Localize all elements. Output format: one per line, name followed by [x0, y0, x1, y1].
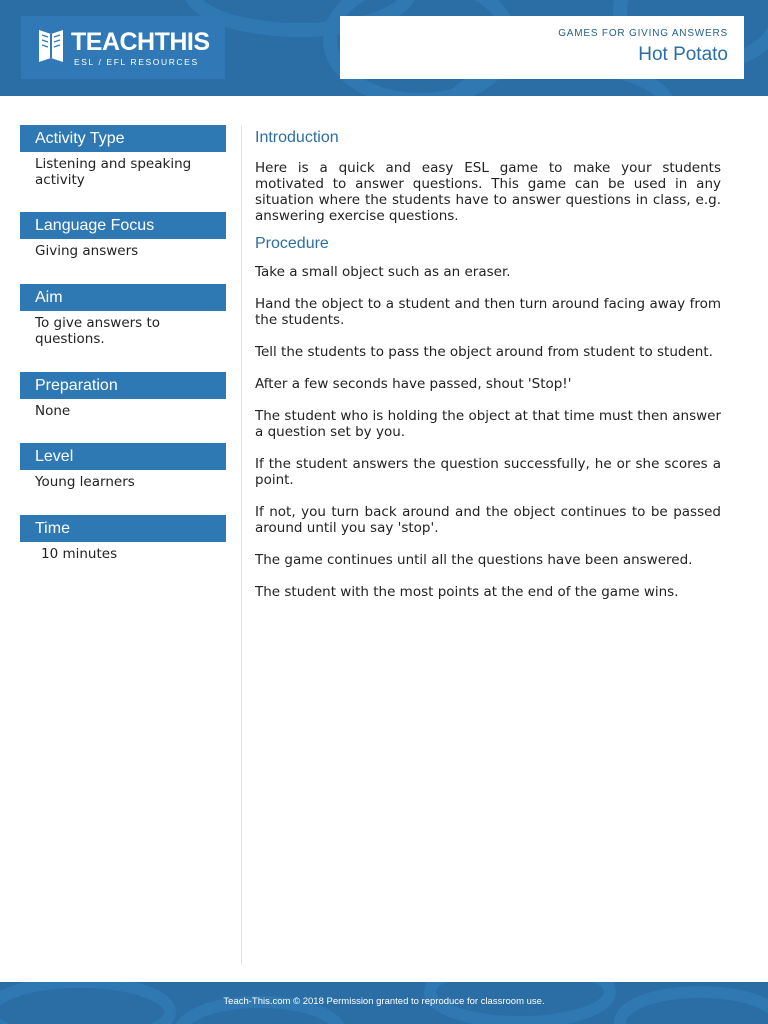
procedure-step: Take a small object such as an eraser.: [255, 264, 511, 280]
sidebar-heading: Aim: [20, 284, 226, 311]
main-content: [255, 128, 721, 616]
procedure-steps: [255, 264, 721, 600]
sidebar-section-preparation: [20, 372, 226, 419]
footer-banner: [0, 982, 768, 1024]
column-divider: [241, 125, 242, 965]
sidebar-heading: Level: [20, 443, 226, 470]
sidebar-value: Giving answers: [35, 243, 139, 259]
sidebar-section-aim: [20, 284, 226, 347]
copyright-notice: Teach-This.com © 2018 Permission granted to reproduce for classroom use.: [223, 996, 545, 1007]
introduction-heading: Introduction: [255, 129, 339, 146]
procedure-step: The student with the most points at the end of the game wins.: [255, 584, 679, 600]
procedure-step: Tell the students to pass the object around from student to student.: [255, 344, 713, 360]
sidebar-section-time: [20, 515, 226, 562]
sidebar-section-level: [20, 443, 226, 490]
procedure-step: If not, you turn back around and the object continues to be passed around until you say 'stop'.: [255, 504, 721, 536]
sidebar-value: None: [35, 403, 71, 419]
procedure-step: If the student answers the question successfully, he or she scores a point.: [255, 456, 721, 488]
title-box: [340, 16, 744, 79]
page-title: Hot Potato: [638, 44, 728, 65]
procedure-heading: Procedure: [255, 235, 329, 252]
logo-name: TEACHTHIS: [71, 28, 210, 56]
introduction-text: Here is a quick and easy ESL game to make your students motivated to answer questions. This game can be used in any situation where the students have to answer questions in class, e.g. answering exercise questions.: [255, 160, 721, 224]
sidebar-value: 10 minutes: [41, 546, 118, 562]
procedure-step: After a few seconds have passed, shout 'Stop!': [255, 376, 572, 392]
sidebar-value: Young learners: [35, 474, 135, 490]
sidebar-section-language-focus: [20, 212, 226, 259]
procedure-step: The student who is holding the object at that time must then answer a question set by you.: [255, 408, 721, 440]
book-icon: [35, 26, 67, 66]
procedure-step: The game continues until all the questions have been answered.: [255, 552, 693, 568]
sidebar-heading: Time: [20, 515, 226, 542]
header-banner: [0, 0, 768, 96]
sidebar-section-activity-type: [20, 125, 226, 188]
category-label: GAMES FOR GIVING ANSWERS: [558, 28, 728, 39]
sidebar-value: Listening and speaking activity: [35, 156, 192, 188]
logo: [21, 16, 225, 79]
sidebar-heading: Preparation: [20, 372, 226, 399]
sidebar-heading: Language Focus: [20, 212, 226, 239]
sidebar-value: To give answers to questions.: [35, 315, 161, 347]
procedure-step: Hand the object to a student and then turn around facing away from the students.: [255, 296, 721, 328]
logo-tagline: ESL / EFL RESOURCES: [74, 57, 199, 67]
sidebar-heading: Activity Type: [20, 125, 226, 152]
